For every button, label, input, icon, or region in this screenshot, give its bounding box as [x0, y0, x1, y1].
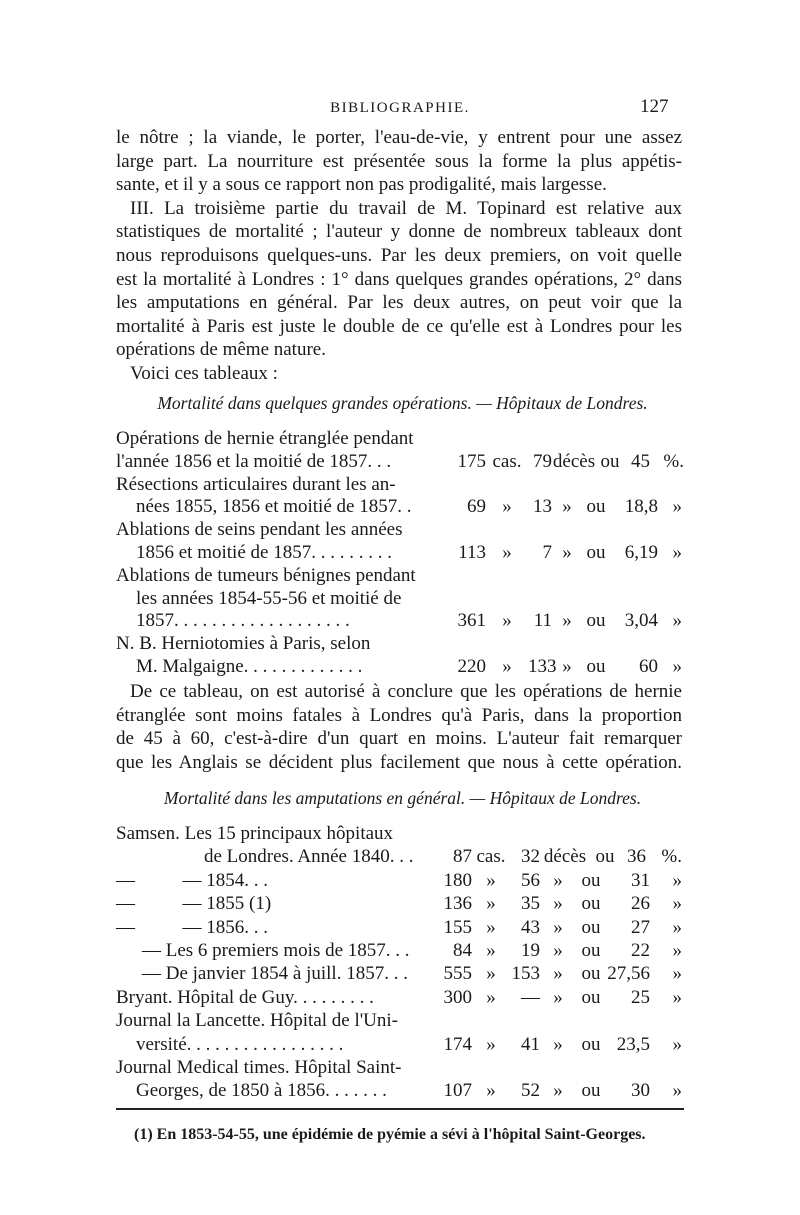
row-label: — — 1856. . .: [116, 916, 268, 938]
percent-cell: 18,8: [624, 496, 658, 518]
percent-cell: 31: [631, 869, 650, 891]
percent-unit: »: [672, 541, 682, 563]
ou-text: ou: [581, 1033, 601, 1055]
row-label: N. B. Herniotomies à Paris, selon: [116, 633, 371, 655]
cases-cell: 180: [443, 869, 472, 891]
running-header: BIBLIOGRAPHIE.: [330, 100, 470, 116]
row-label: Journal la Lancette. Hôpital de l'Uni-: [116, 1010, 398, 1032]
table-row: [116, 1009, 686, 1032]
cases-unit: »: [486, 1080, 496, 1102]
cases-unit: »: [486, 916, 496, 938]
ou-text: ou: [581, 916, 601, 938]
deaths-unit: décès: [552, 450, 596, 472]
table-row: [116, 519, 684, 542]
deaths-cell: 41: [521, 1033, 540, 1055]
footnote-divider: [116, 1108, 684, 1110]
table1: [116, 428, 684, 679]
row-label: l'année 1856 et la moitié de 1857. . .: [116, 450, 392, 472]
ou-text: ou: [586, 541, 606, 563]
row-label: M. Malgaigne. . . . . . . . . . . . .: [136, 655, 363, 677]
row-label: Samsen. Les 15 principaux hôpitaux: [116, 823, 394, 844]
cases-unit: »: [486, 869, 496, 891]
text-line: nous reproduisons quelques-uns. Par les deux premiers, on voit quelle: [116, 244, 682, 266]
table-row: [116, 869, 686, 892]
row-label: Bryant. Hôpital de Guy. . . . . . . . .: [116, 986, 374, 1008]
deaths-unit: »: [562, 655, 572, 677]
row-label: Georges, de 1850 à 1856. . . . . . .: [136, 1080, 387, 1102]
row-label: nées 1855, 1856 et moitié de 1857. .: [136, 496, 412, 518]
ou-text: ou: [586, 655, 606, 677]
intro-paragraph: [116, 126, 682, 386]
percent-cell: 3,04: [624, 610, 658, 632]
ou-text: ou: [581, 986, 601, 1008]
percent-cell: 27: [631, 916, 650, 938]
table-row: [116, 822, 686, 845]
cases-unit: »: [486, 939, 496, 961]
table-row: [116, 496, 684, 519]
percent-unit: »: [672, 1080, 682, 1102]
text-line: De ce tableau, on est autorisé à conclure que les opérations de hernie: [130, 681, 682, 702]
deaths-unit: »: [553, 939, 563, 961]
cases-cell: 87: [453, 846, 472, 868]
cases-cell: 107: [443, 1080, 472, 1102]
cases-cell: 136: [443, 893, 472, 915]
deaths-cell: 56: [521, 869, 540, 891]
cases-unit: »: [486, 1033, 496, 1055]
cases-cell: 361: [457, 610, 486, 632]
percent-cell: 6,19: [624, 541, 658, 563]
percent-unit: »: [672, 893, 682, 915]
deaths-cell: 153: [511, 963, 540, 985]
row-label: Ablations de seins pendant les années: [116, 519, 403, 541]
row-label: Résections articulaires durant les an-: [116, 473, 396, 495]
row-label: — De janvier 1854 à juill. 1857. . .: [142, 963, 408, 985]
percent-cell: 26: [631, 893, 650, 915]
page-number: 127: [640, 96, 669, 117]
percent-unit: »: [672, 986, 682, 1008]
table-row: [116, 451, 684, 474]
ou-text: ou: [581, 893, 601, 915]
deaths-cell: 79: [533, 450, 552, 472]
percent-unit: »: [672, 869, 682, 891]
text-line: que les Anglais se décident plus facilement que nous à cette opération.: [116, 751, 682, 773]
percent-cell: 45: [631, 450, 650, 472]
table-row: [116, 633, 684, 656]
text-line: les amputations en général. Par les deux autres, on peut voir que la: [116, 292, 682, 314]
percent-unit: »: [672, 496, 682, 518]
deaths-cell: 35: [521, 893, 540, 915]
ou-text: ou: [586, 496, 606, 518]
percent-cell: 25: [631, 986, 650, 1008]
percent-cell: 23,5: [616, 1033, 650, 1055]
percent-unit: »: [672, 916, 682, 938]
deaths-unit: »: [562, 496, 572, 518]
table-row: [116, 1056, 686, 1079]
cases-unit: »: [502, 655, 512, 677]
text-line: est la mortalité à Londres : 1° dans quelques grandes opérations, 2° dans: [116, 268, 682, 290]
deaths-unit: décès: [543, 846, 587, 868]
table-row: [116, 428, 684, 451]
text-line: sante, et il y a sous ce rapport non pas prodigalité, mais largesse.: [116, 174, 607, 196]
ou-text: ou: [581, 1080, 601, 1102]
row-label: les années 1854-55-56 et moitié de: [136, 587, 402, 609]
cases-cell: 175: [457, 450, 486, 472]
table2-title: Mortalité dans les amputations en général. — Hôpitaux de Londres.: [163, 788, 642, 808]
row-label: — — 1854. . .: [116, 869, 268, 891]
text-line: III. La troisième partie du travail de M. Topinard est relative aux: [130, 197, 682, 219]
deaths-unit: »: [553, 893, 563, 915]
percent-cell: 60: [639, 655, 658, 677]
deaths-unit: »: [553, 986, 563, 1008]
table-row: [116, 565, 684, 588]
percent-cell: 22: [631, 939, 650, 961]
text-line: Voici ces tableaux :: [130, 362, 278, 384]
table-row: [116, 610, 684, 633]
deaths-cell: 19: [521, 939, 540, 961]
deaths-cell: —: [521, 986, 540, 1008]
cases-cell: 555: [443, 963, 472, 985]
row-label: 1857. . . . . . . . . . . . . . . . . . .: [136, 610, 350, 632]
deaths-cell: 52: [521, 1080, 540, 1102]
text-line: étranglée sont moins fatales à Londres qu'à Paris, dans la proportion: [116, 704, 682, 726]
percent-unit: »: [672, 1033, 682, 1055]
table-row: [116, 939, 686, 962]
footnote: (1) En 1853-54-55, une épidémie de pyémie a sévi à l'hôpital Saint-Georges.: [134, 1126, 646, 1143]
cases-unit: cas.: [492, 450, 522, 472]
row-label: Journal Medical times. Hôpital Saint-: [116, 1056, 402, 1078]
cases-unit: »: [486, 893, 496, 915]
table2: [116, 822, 686, 1103]
cases-unit: »: [502, 541, 512, 563]
percent-unit: »: [672, 939, 682, 961]
row-label: Opérations de hernie étranglée pendant: [116, 428, 414, 449]
text-line: opérations de même nature.: [116, 339, 326, 361]
row-label: versité. . . . . . . . . . . . . . . . .: [136, 1033, 344, 1055]
row-label: — Les 6 premiers mois de 1857. . .: [142, 939, 410, 961]
table-row: [116, 962, 686, 985]
deaths-cell: 11: [533, 610, 552, 632]
ou-text: ou: [595, 846, 615, 868]
percent-cell: 27,56: [607, 963, 650, 985]
cases-unit: »: [486, 963, 496, 985]
percent-unit: %.: [661, 846, 682, 868]
text-line: mortalité à Paris est juste le double de ce qu'elle est à Londres pour les: [116, 315, 682, 337]
cases-unit: »: [486, 986, 496, 1008]
table-row: [116, 588, 684, 611]
row-label: — — 1855 (1): [116, 893, 272, 915]
cases-cell: 220: [457, 655, 486, 677]
percent-unit: %.: [663, 450, 684, 472]
ou-text: ou: [581, 869, 601, 891]
table-row: [116, 656, 684, 679]
text-line: large part. La nourriture est présentée sous la forme la plus appétis-: [116, 150, 682, 172]
cases-cell: 84: [453, 939, 472, 961]
deaths-cell: 32: [521, 846, 540, 868]
row-label: 1856 et moitié de 1857. . . . . . . . .: [136, 541, 392, 563]
deaths-unit: »: [553, 869, 563, 891]
ou-text: ou: [581, 963, 601, 985]
deaths-unit: »: [553, 916, 563, 938]
ou-text: ou: [581, 939, 601, 961]
table-row: [116, 892, 686, 915]
deaths-cell: 7: [542, 541, 552, 563]
cases-cell: 69: [467, 496, 486, 518]
text-line: le nôtre ; la viande, le porter, l'eau-de-vie, y entrent pour une assez: [116, 127, 682, 148]
table-row: [116, 986, 686, 1009]
cases-unit: »: [502, 496, 512, 518]
table1-title: Mortalité dans quelques grandes opérations. — Hôpitaux de Londres.: [157, 393, 648, 413]
deaths-unit: »: [553, 1033, 563, 1055]
text-line: statistiques de mortalité ; l'auteur y donne de nombreux tableaux dont: [116, 221, 682, 243]
deaths-cell: 133: [528, 655, 557, 677]
percent-cell: 30: [631, 1080, 650, 1102]
deaths-unit: »: [562, 610, 572, 632]
deaths-cell: 43: [521, 916, 540, 938]
table-row: [116, 1079, 686, 1102]
deaths-unit: »: [553, 963, 563, 985]
cases-cell: 155: [443, 916, 472, 938]
table-row: [116, 845, 686, 868]
table-row: [116, 542, 684, 565]
table-row: [116, 1033, 686, 1056]
conclusion-paragraph: [116, 680, 682, 774]
cases-unit: »: [502, 610, 512, 632]
ou-text: ou: [586, 610, 606, 632]
cases-cell: 113: [458, 541, 486, 563]
percent-unit: »: [672, 963, 682, 985]
percent-unit: »: [672, 610, 682, 632]
row-label: Ablations de tumeurs bénignes pendant: [116, 564, 416, 586]
text-line: de 45 à 60, c'est-à-dire d'un quart en moins. L'auteur fait remarquer: [116, 728, 682, 750]
ou-text: ou: [600, 450, 620, 472]
cases-unit: cas.: [476, 846, 506, 868]
deaths-unit: »: [562, 541, 572, 563]
percent-cell: 36: [627, 846, 646, 868]
row-label: de Londres. Année 1840. . .: [204, 846, 414, 868]
percent-unit: »: [672, 655, 682, 677]
table-row: [116, 474, 684, 497]
table-row: [116, 916, 686, 939]
cases-cell: 174: [443, 1033, 472, 1055]
deaths-cell: 13: [533, 496, 552, 518]
deaths-unit: »: [553, 1080, 563, 1102]
cases-cell: 300: [443, 986, 472, 1008]
